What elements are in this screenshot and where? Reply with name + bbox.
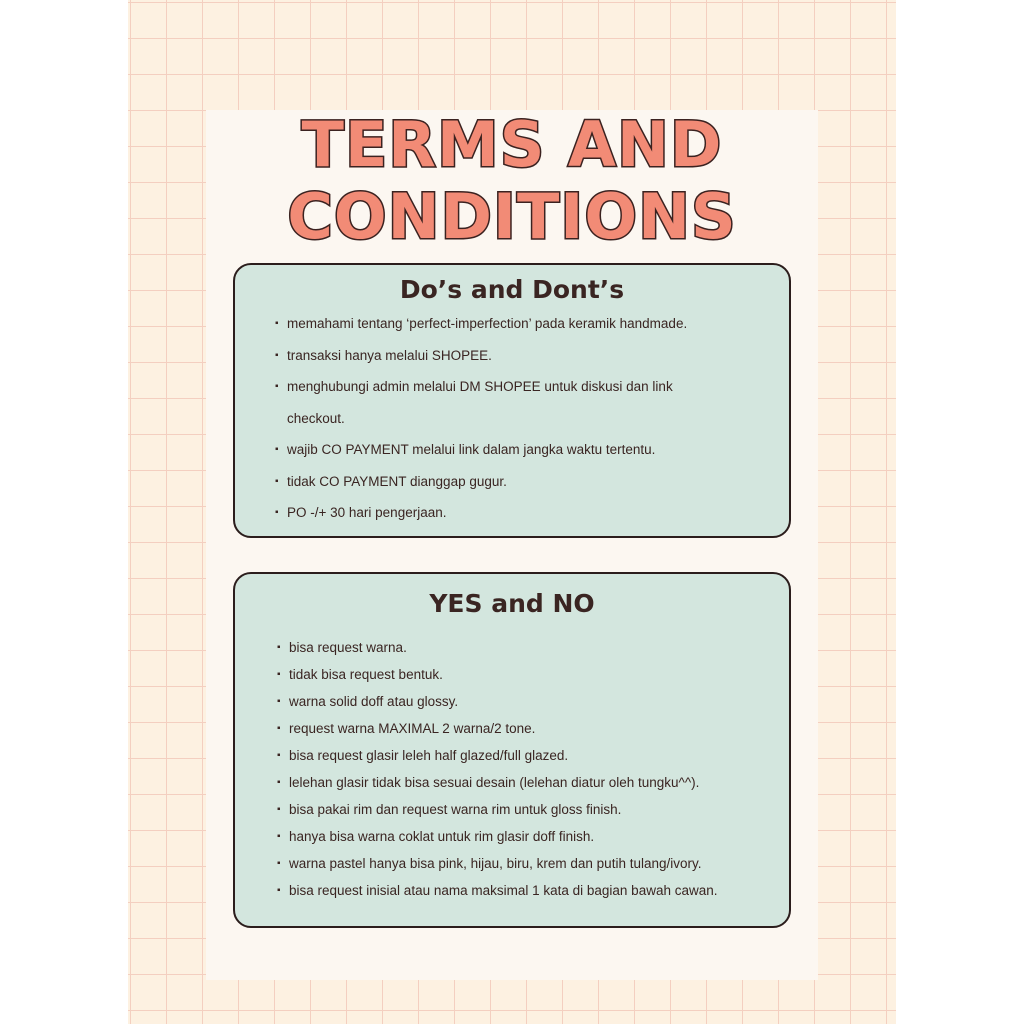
list-item-text: menghubungi admin melalui DM SHOPEE untuk diskusi dan link [287, 379, 673, 394]
list-item [277, 850, 777, 877]
bullet-icon: ▪ [277, 858, 281, 869]
list-item-text: warna pastel hanya bisa pink, hijau, biru, krem dan putih tulang/ivory. [289, 856, 702, 871]
list-item [277, 769, 777, 796]
list-item-text: transaksi hanya melalui SHOPEE. [287, 347, 492, 363]
list-item-text: bisa pakai rim dan request warna rim untuk gloss finish. [289, 802, 622, 817]
dos-donts-card [233, 263, 791, 538]
list-item-continuation: checkout. [287, 410, 345, 426]
list-item [277, 715, 777, 742]
bullet-icon: ▪ [277, 831, 281, 842]
list-item [275, 497, 775, 529]
list-item [275, 371, 775, 434]
list-item-text: hanya bisa warna coklat untuk rim glasir doff finish. [289, 829, 595, 844]
list-item-text: PO -/+ 30 hari pengerjaan. [287, 505, 447, 520]
list-item [277, 661, 777, 688]
list-item-text: warna solid doff atau glossy. [289, 694, 459, 709]
bullet-icon: ▪ [275, 507, 279, 518]
bullet-icon: ▪ [277, 804, 281, 815]
bullet-icon: ▪ [275, 475, 279, 487]
list-item [277, 742, 777, 769]
bullet-icon: ▪ [277, 723, 281, 734]
list-item [277, 877, 777, 904]
bullet-icon: ▪ [277, 750, 281, 761]
list-item-text: request warna MAXIMAL 2 warna/2 tone. [289, 721, 536, 736]
list-item-text: bisa request warna. [289, 640, 407, 655]
list-item [277, 796, 777, 823]
title-line-2: CONDITIONS [287, 180, 737, 253]
bullet-icon: ▪ [277, 696, 281, 707]
bullet-icon: ▪ [275, 444, 279, 455]
document-page [206, 110, 818, 980]
list-item [275, 466, 775, 498]
list-item-text: lelehan glasir tidak bisa sesuai desain (lelehan diatur oleh tungku^^). [289, 775, 700, 790]
list-item-text: tidak bisa request bentuk. [289, 667, 443, 682]
bullet-icon: ▪ [275, 318, 279, 329]
yes-no-list [277, 634, 777, 904]
list-item [275, 434, 775, 466]
list-item-text: tidak CO PAYMENT dianggap gugur. [287, 473, 507, 489]
list-item [277, 688, 777, 715]
list-item-text: bisa request glasir leleh half glazed/full glazed. [289, 748, 569, 763]
list-item-text: bisa request inisial atau nama maksimal 1 kata di bagian bawah cawan. [289, 883, 718, 898]
yes-no-card [233, 572, 791, 928]
bullet-icon: ▪ [277, 885, 281, 896]
bullet-icon: ▪ [277, 777, 281, 788]
yes-no-title: YES and NO [429, 589, 595, 618]
dos-donts-title: Do’s and Dont’s [399, 275, 625, 304]
bullet-icon: ▪ [275, 381, 279, 392]
list-item [275, 340, 775, 372]
bullet-icon: ▪ [277, 642, 281, 653]
list-item [277, 634, 777, 661]
list-item [277, 823, 777, 850]
dos-donts-list [275, 308, 775, 529]
list-item [275, 308, 775, 340]
list-item-text: wajib CO PAYMENT melalui link dalam jangka waktu tertentu. [287, 442, 656, 457]
bullet-icon: ▪ [277, 669, 281, 680]
list-item-text: memahami tentang ‘perfect-imperfection’ pada keramik handmade. [287, 316, 688, 331]
bullet-icon: ▪ [275, 349, 279, 361]
title-line-1: TERMS AND [301, 108, 723, 181]
